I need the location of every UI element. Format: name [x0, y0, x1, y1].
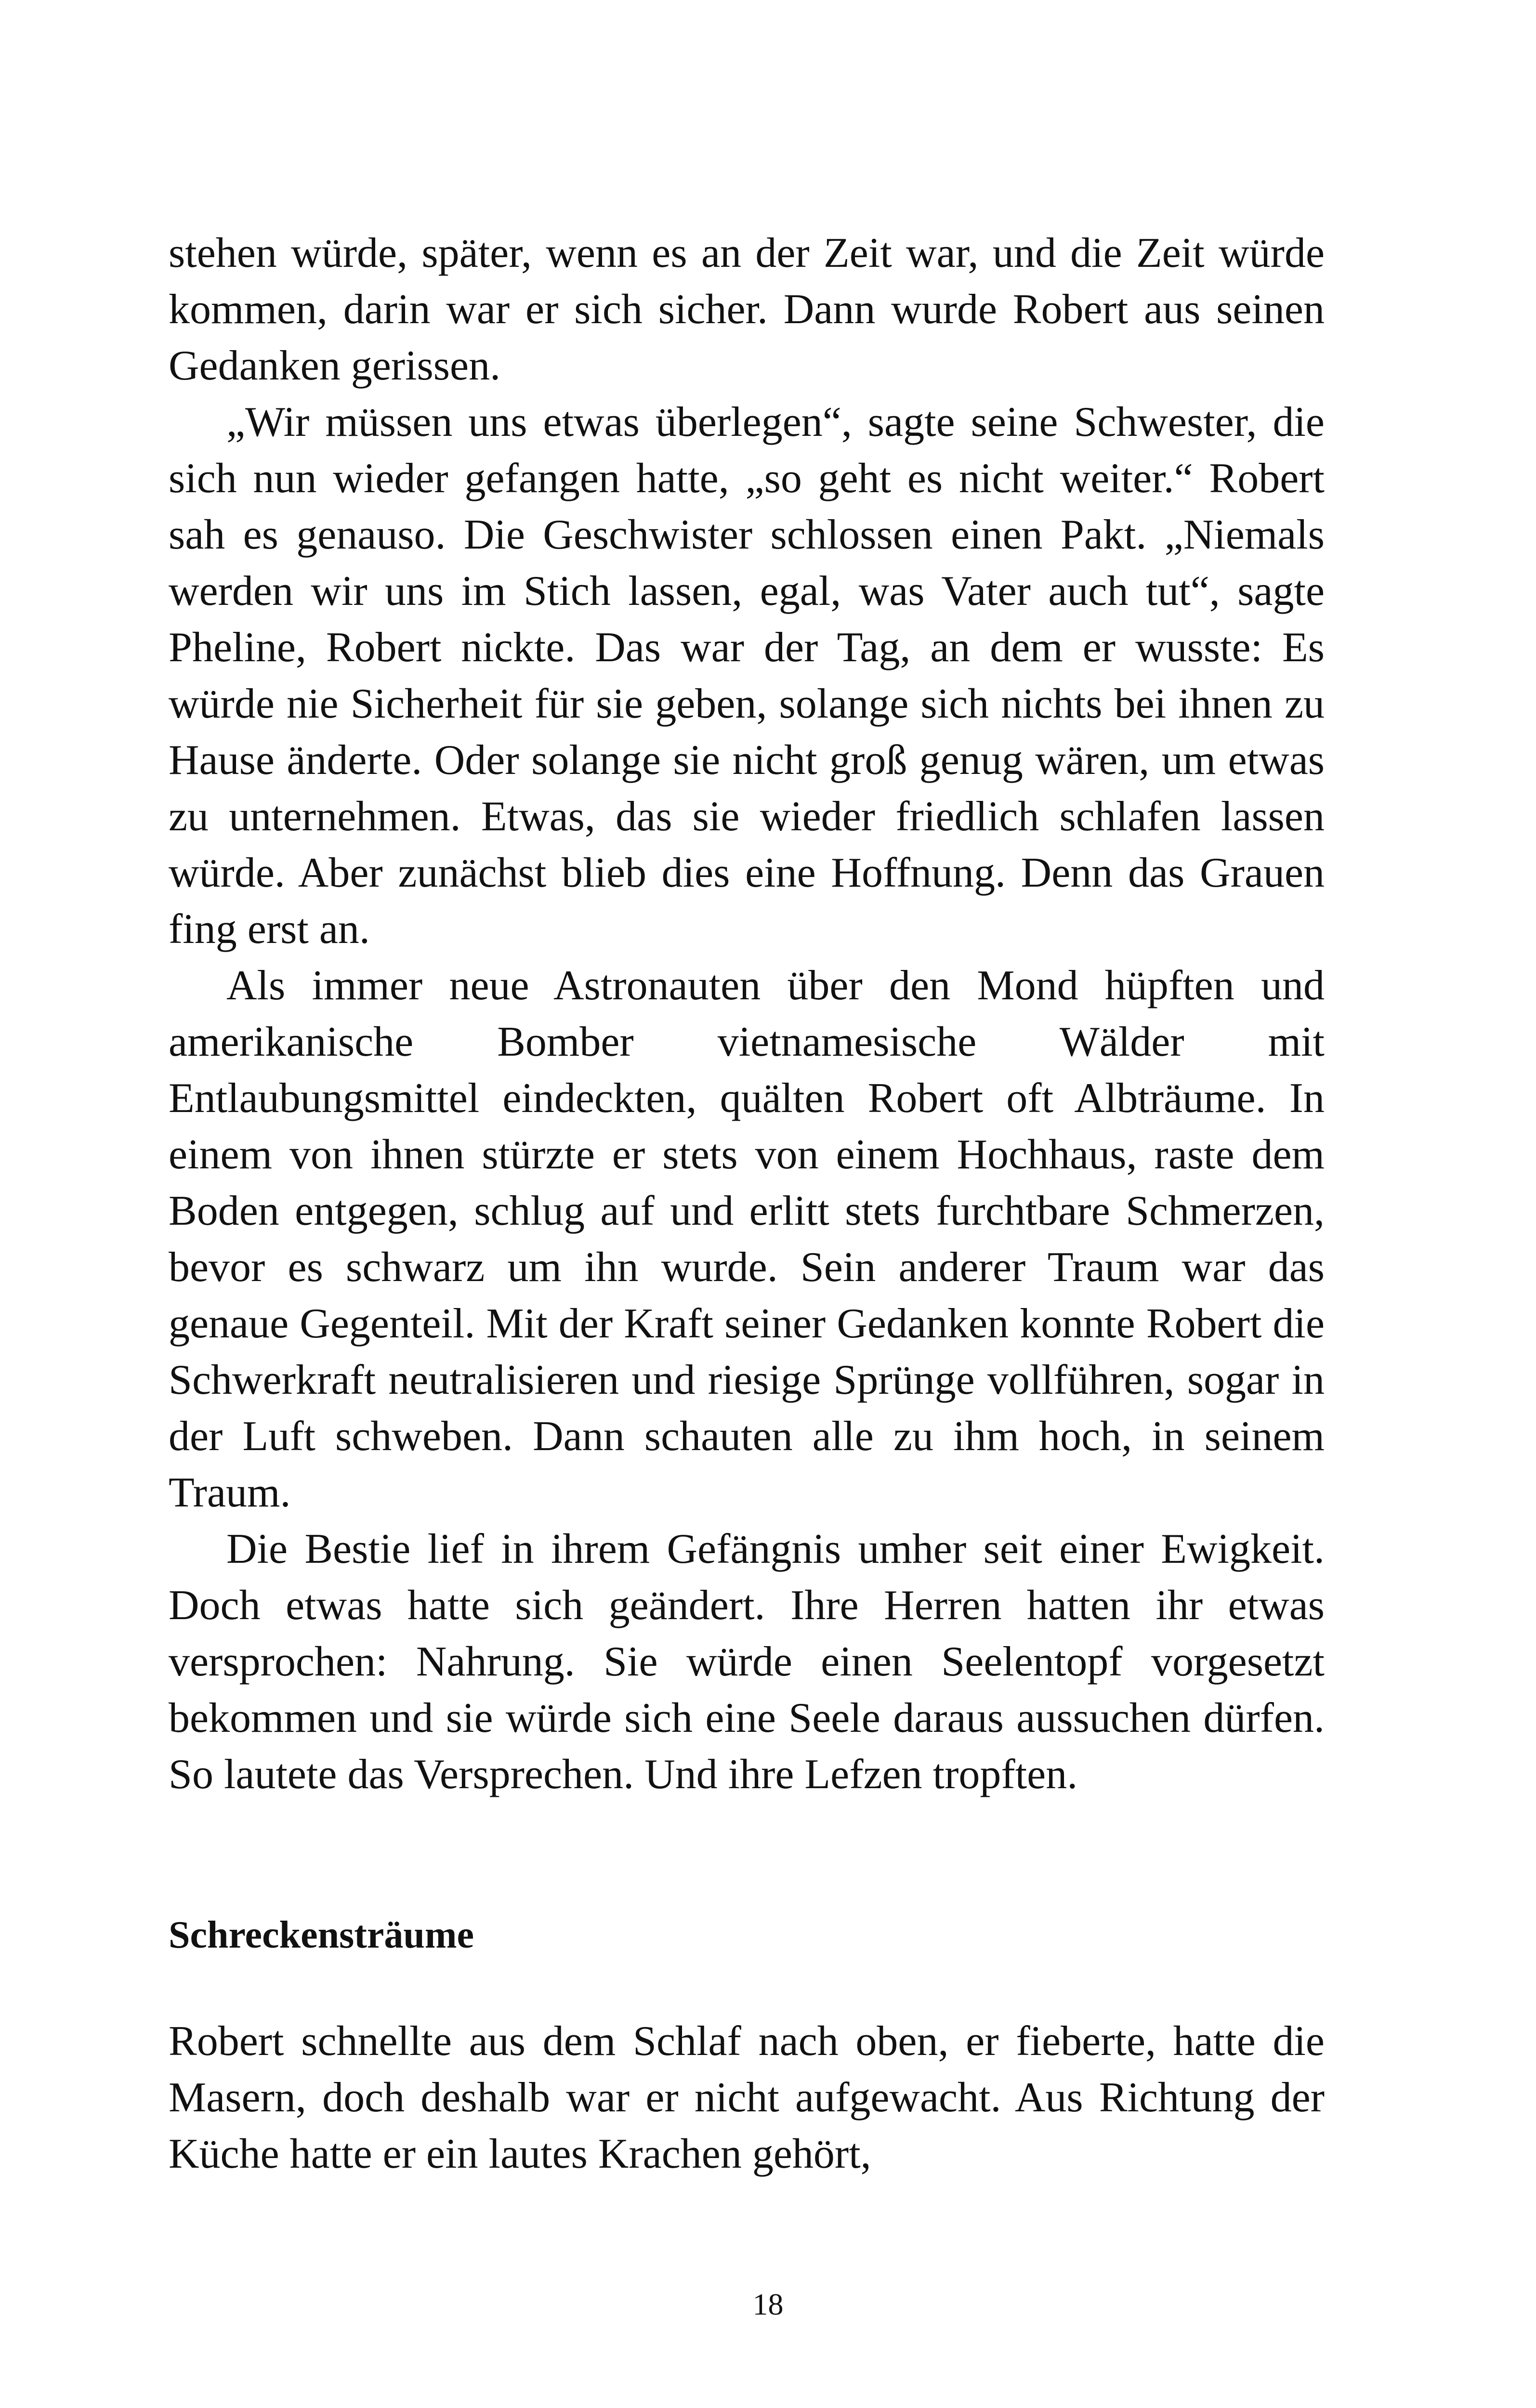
paragraph-3: Als immer neue Astronauten über den Mond hüpften und amerikanische Bomber vietnamesische Wälder mit Entlaubungsmittel eindeckten, quälten Robert oft Albträume. In einem von ihnen stürzte er stets von einem Hochhaus, raste dem Boden entgegen, schlug auf und erlitt stets furchtbare Schmerzen, bevor es schwarz um ihn wurde. Sein anderer Traum war das genaue Gegenteil. Mit der Kraft seiner Gedanken konnte Robert die Schwerkraft neutralisieren und riesige Sprünge vollführen, sogar in der Luft schweben. Dann schauten alle zu ihm hoch, in seinem Traum.	[169, 962, 1325, 1516]
paragraph-1: stehen würde, später, wenn es an der Zeit war, und die Zeit würde kommen, darin war er sich sicher. Dann wurde Robert aus seinen Gedanken gerissen.	[169, 230, 1325, 389]
body-text	[169, 225, 1325, 1803]
page-number: 18	[752, 2287, 784, 2321]
section-paragraph: Robert schnellte aus dem Schlaf nach oben, er fieberte, hatte die Masern, doch deshalb war er nicht aufgewacht. Aus Richtung der Küche hatte er ein lautes Krachen gehört,	[169, 2018, 1325, 2177]
paragraph-4: Die Bestie lief in ihrem Gefängnis umher seit einer Ewigkeit. Doch etwas hatte sich geändert. Ihre Herren hatten ihr etwas versprochen: Nahrung. Sie würde einen Seelentopf vorgesetzt bekommen und sie würde sich eine Seele daraus aussuchen dürfen. So lautete das Versprechen. Und ihre Lefzen tropften.	[169, 1526, 1325, 1798]
section-heading: Schreckensträume	[169, 1914, 474, 1956]
paragraph-2: „Wir müssen uns etwas überlegen“, sagte seine Schwester, die sich nun wieder gefangen hatte, „so geht es nicht weiter.“ Robert sah es genauso. Die Geschwister schlossen einen Pakt. „Niemals werden wir uns im Stich lassen, egal, was Vater auch tut“, sagte Pheline, Robert nickte. Das war der Tag, an dem er wusste: Es würde nie Sicherheit für sie geben, solange sich nichts bei ihnen zu Hause änderte. Oder solange sie nicht groß genug wären, um etwas zu unternehmen. Etwas, das sie wieder friedlich schlafen lassen würde. Aber zunächst blieb dies eine Hoffnung. Denn das Grauen fing erst an.	[169, 399, 1325, 953]
section-body-text	[169, 2013, 1325, 2182]
